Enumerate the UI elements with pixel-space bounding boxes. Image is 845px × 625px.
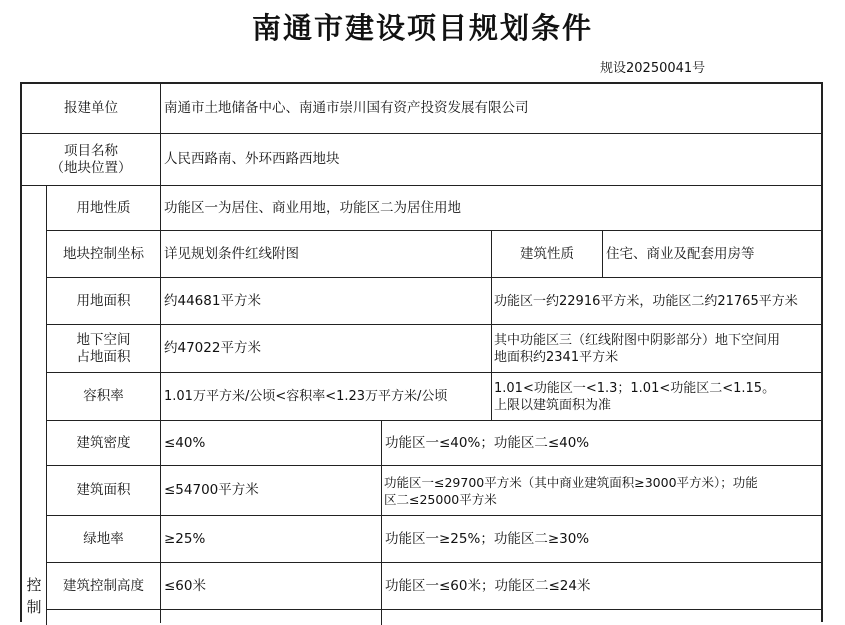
applicant-value: 南通市土地储备中心、南通市崇川国有资产投资发展有限公司 <box>164 100 529 116</box>
side-label-char-2: 制 <box>26 598 42 616</box>
underground-label-line1: 地下空间 <box>76 331 131 348</box>
project-name-value: 人民西路南、外环西路西地块 <box>164 151 340 167</box>
green-ratio-label: 绿地率 <box>83 530 124 547</box>
side-label-char-1: 控 <box>26 576 42 594</box>
applicant-label: 报建单位 <box>64 100 118 116</box>
height-limit-detail: 功能区一≤60米；功能区二≤24米 <box>385 577 591 594</box>
floor-area-detail <box>382 466 821 515</box>
floor-area-detail-line2: 区二≤25000平方米 <box>384 491 497 507</box>
far-detail <box>492 373 821 420</box>
coordinates-value: 详见规划条件红线附图 <box>164 245 299 262</box>
floor-area-label: 建筑面积 <box>76 482 131 498</box>
height-limit-value: ≤60米 <box>164 577 206 594</box>
land-use-value: 功能区一为居住、商业用地，功能区二为居住用地 <box>164 199 461 216</box>
building-nature-label: 建筑性质 <box>520 245 574 262</box>
far-detail-line2: 上限以建筑面积为准 <box>494 397 612 413</box>
land-use-label: 用地性质 <box>76 199 131 216</box>
row-divider <box>46 609 823 610</box>
far-detail-line1: 1.01<功能区一<1.3；1.01<功能区二<1.15。 <box>494 380 776 396</box>
land-area-label: 用地面积 <box>76 292 131 309</box>
density-label: 建筑密度 <box>76 434 131 451</box>
underground-area-label <box>47 325 160 372</box>
floor-area-detail-line1: 功能区一≤29700平方米（其中商业建筑面积≥3000平方米）；功能 <box>384 474 758 490</box>
underground-area-value: 约47022平方米 <box>164 340 261 356</box>
green-ratio-detail: 功能区一≥25%；功能区二≥30% <box>385 530 590 547</box>
land-area-value: 约44681平方米 <box>164 292 261 309</box>
density-value: ≤40% <box>164 434 206 451</box>
project-name-label <box>22 134 160 185</box>
land-area-detail: 功能区一约22916平方米，功能区二约21765平方米 <box>494 293 798 309</box>
project-name-label-line2: （地块位置） <box>50 159 132 176</box>
floor-area-value: ≤54700平方米 <box>164 482 259 498</box>
underground-detail-line1: 其中功能区三（红线附图中阴影部分）地下空间用 <box>494 332 781 348</box>
document-title: 南通市建设项目规划条件 <box>251 11 593 45</box>
coordinates-label: 地块控制坐标 <box>63 245 144 262</box>
far-value: 1.01万平方米/公顷<容积率<1.23万平方米/公顷 <box>164 389 448 404</box>
far-label: 容积率 <box>83 388 124 404</box>
underground-label-line2: 占地面积 <box>76 348 131 365</box>
building-nature-value: 住宅、商业及配套用房等 <box>606 245 755 262</box>
project-name-label-line1: 项目名称 <box>64 142 118 159</box>
density-detail: 功能区一≤40%；功能区二≤40% <box>385 434 590 451</box>
height-limit-label: 建筑控制高度 <box>63 577 144 594</box>
underground-detail-line2: 地面积约2341平方米 <box>494 349 619 365</box>
document-number: 规设20250041号 <box>600 61 706 76</box>
green-ratio-value: ≥25% <box>164 530 206 547</box>
table-border-right <box>821 82 823 622</box>
underground-area-detail <box>492 325 821 372</box>
